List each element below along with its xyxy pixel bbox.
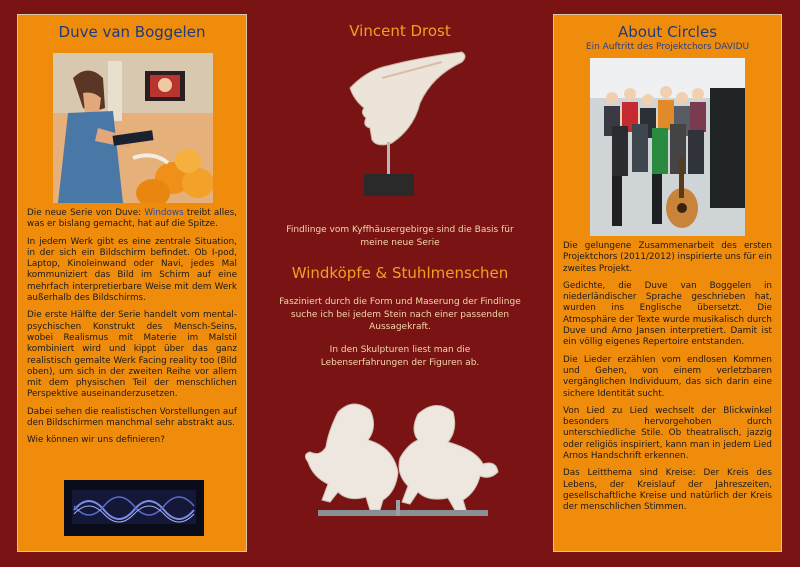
wind-head-sculpture-image	[322, 48, 477, 198]
chair-people-sculpture-image	[298, 392, 508, 522]
painting-image	[53, 53, 213, 203]
left-paragraph-2: In jedem Werk gibt es eine zentrale Situation, in der sich ein Bildschirm befindet. Ob I-pod, Laptop, Kinoleinwand oder Navi, jedes Mal kommuniziert das Bild im Schirm auf eine mehrfach interpretierbare Weise mit dem Werk außerhalb des Bildschirms.	[27, 236, 237, 304]
middle-title: Vincent Drost	[349, 22, 451, 40]
right-paragraph-5: Das Leitthema sind Kreise: Der Kreis des Lebens, der Kreislauf der Jahreszeiten, gesellschaftliche Kreise und natürlich der Kreis der menschlichen Stimmen.	[563, 468, 772, 513]
choir-photo-image	[590, 58, 745, 236]
left-panel	[17, 14, 247, 552]
middle-caption-2: Fasziniert durch die Form und Maserung der Findlinge suche ich bei jedem Stein nach einer passenden Aussagekraft.	[279, 297, 521, 332]
left-paragraph-3: Die erste Hälfte der Serie handelt vom mental-psychischen Konstrukt des Mensch-Seins, wobei Realismus mit Materie im Malstil kombiniert wird und kippt über das ganz realistisch gemalte Werk Facing reality too (Bild oben), um sich in der zweiten Reihe vor allem mit dem physischen Teil der menschlichen Perspektive auseinanderzusetzen.	[27, 310, 237, 400]
screen-artwork-image	[64, 480, 204, 536]
left-panel-text	[18, 208, 246, 453]
left-paragraph-5: Wie können wir uns definieren?	[27, 435, 165, 446]
right-panel-title: About Circles	[617, 23, 718, 41]
right-paragraph-4: Von Lied zu Lied wechselt der Blickwinkel besonders hervorgehoben durch unterschiedliche Stile. Ob theatralisch, jazzig oder religiös inspiriert, kann man in jedem Lied Arnos Handschrift erkennen.	[563, 405, 772, 462]
right-paragraph-3: Die Lieder erzählen vom endlosen Kommen und Gehen, von einem verletzbaren vergänglichen Individuum, das sich darin eine sichere Identität sucht.	[563, 354, 772, 399]
right-panel-text	[554, 241, 781, 520]
middle-heading: Windköpfe & Stuhlmenschen	[291, 264, 509, 282]
left-paragraph-4: Dabei sehen die realistischen Vorstellungen auf den Bildschirmen manchmal sehr abstrakt aus.	[27, 406, 237, 429]
left-panel-title: Duve van Boggelen	[58, 23, 206, 41]
middle-caption-1: Findlinge vom Kyffhäusergebirge sind die Basis für meine neue Serie	[286, 225, 514, 248]
windows-link[interactable]: Windows	[144, 208, 184, 218]
right-paragraph-2: Gedichte, die Duve van Boggelen in niederländischer Sprache geschrieben hat, wurden ins Englische übersetzt. Die Atmosphäre der Texte wurde musikalisch durch Duve und Arno Jansen interpretiert. Damit ist ein völlig eigenes Repertoire entstanden.	[563, 280, 772, 348]
right-panel	[553, 14, 782, 552]
right-panel-subtitle: Ein Auftritt des Projektchors DAVIDU	[585, 42, 750, 52]
left-paragraph-1: Die neue Serie von Duve: Windows treibt alles, was er bislang gemacht, hat auf die Spitze.	[27, 208, 237, 230]
middle-caption-3: In den Skulpturen liest man die Lebenserfahrungen der Figuren ab.	[320, 345, 480, 368]
right-paragraph-1: Die gelungene Zusammenarbeit des ersten Projektchors (2011/2012) inspirierte uns für ein zweites Projekt.	[563, 241, 772, 274]
